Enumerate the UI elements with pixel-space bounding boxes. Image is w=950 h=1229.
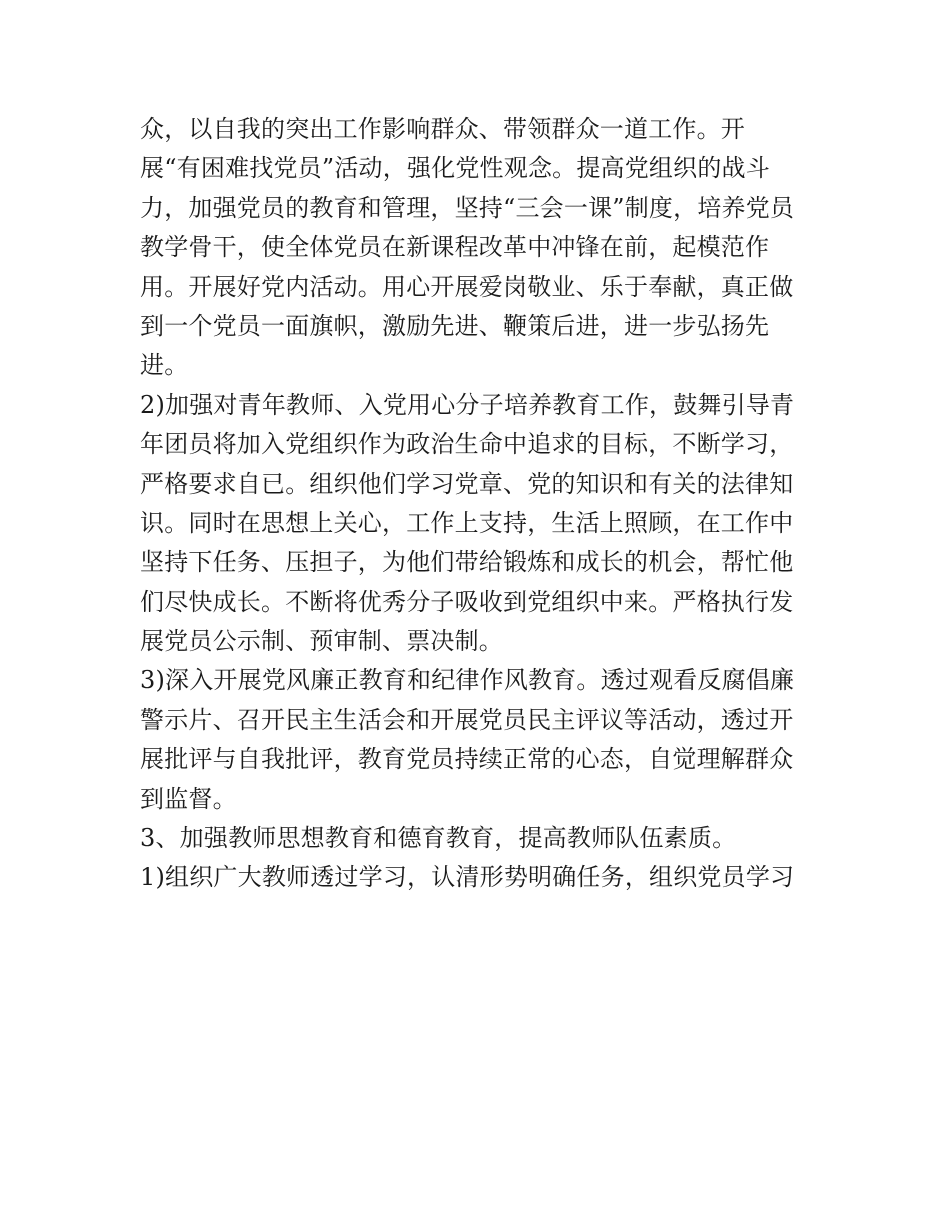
text-line: 3)深入开展党风廉正教育和纪律作风教育。透过观看反腐倡廉 [140, 666, 795, 695]
text-line: 展党员公示制、预审制、票决制。 [140, 627, 503, 656]
text-line: 警示片、召开民主生活会和开展党员民主评议等活动，透过开 [140, 705, 794, 734]
text-line: 进。 [140, 351, 189, 380]
text-line: 展批评与自我批评，教育党员持续正常的心态，自觉理解群众 [140, 745, 794, 774]
text-line: 众，以自我的突出工作影响群众、带领群众一道工作。开 [140, 115, 745, 143]
text-line: 展“有困难找党员”活动，强化党性观念。提高党组织的战斗 [140, 154, 770, 183]
paragraph-item-3 [140, 661, 820, 819]
document-body [140, 110, 820, 898]
text-line: 2)加强对青年教师、入党用心分子培养教育工作，鼓舞引导青 [140, 390, 795, 419]
text-line: 用。开展好党内活动。用心开展爱岗敬业、乐于奉献，真正做 [140, 272, 794, 301]
text-line: 们尽快成长。不断将优秀分子吸收到党组织中来。严格执行发 [140, 587, 794, 616]
text-line: 到一个党员一面旗帜，激励先进、鞭策后进，进一步弘扬先 [140, 311, 770, 340]
paragraph-continuation [140, 110, 820, 386]
text-line: 识。同时在思想上关心，工作上支持，生活上照顾，在工作中 [140, 508, 794, 537]
text-line: 坚持下任务、压担子，为他们带给锻炼和成长的机会，帮忙他 [140, 548, 794, 577]
text-line: 年团员将加入党组织作为政治生命中追求的目标，不断学习， [140, 430, 794, 459]
text-line: 教学骨干，使全体党员在新课程改革中冲锋在前，起模范作 [140, 233, 770, 262]
paragraph-item-2 [140, 386, 820, 662]
heading-line: 3、加强教师思想教育和德育教育，提高教师队伍素质。 [140, 824, 737, 853]
text-line: 严格要求自已。组织他们学习党章、党的知识和有关的法律知 [140, 469, 794, 498]
text-line: 力，加强党员的教育和管理，坚持“三会一课”制度，培养党员 [140, 193, 795, 222]
text-line: 到监督。 [140, 784, 237, 813]
section-heading-3 [140, 819, 820, 858]
paragraph-teachers-item-1 [140, 858, 820, 897]
text-line: 1)组织广大教师透过学习，认清形势明确任务，组织党员学习 [140, 863, 795, 892]
